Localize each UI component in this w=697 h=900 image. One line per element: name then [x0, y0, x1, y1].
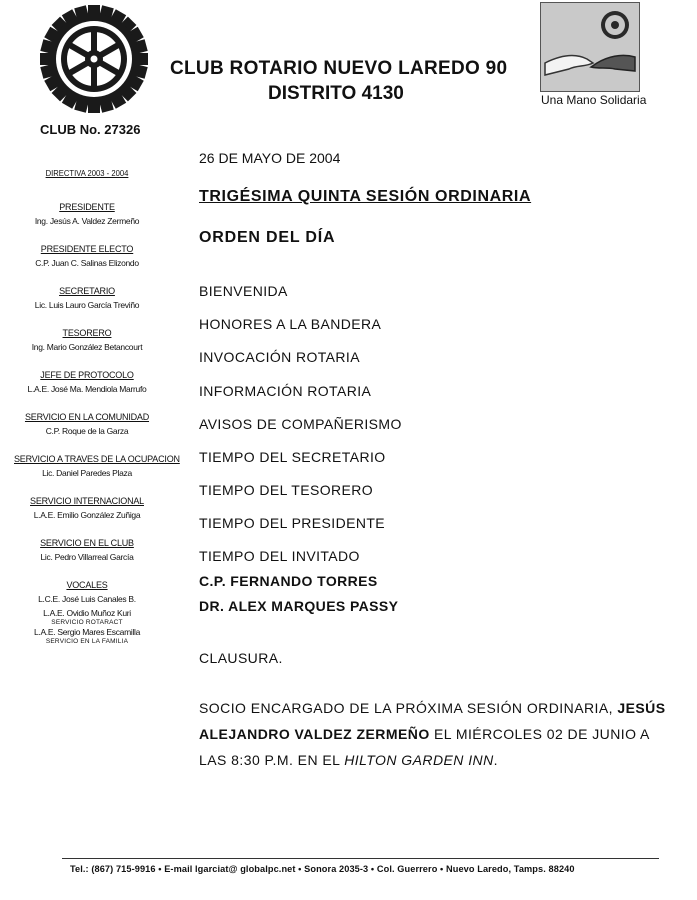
board-role: VOCALES [66, 580, 108, 590]
agenda-item: TIEMPO DEL SECRETARIO [199, 449, 386, 465]
next-session-paragraph [199, 695, 674, 773]
board-member-note: SERVICIO ROTARACT [51, 619, 123, 626]
board-member [14, 202, 160, 226]
board-member-name: L.A.E. Ovidio Muñoz Kuri [43, 608, 131, 618]
next-session-member: JESÚS ALEJANDRO VALDEZ ZERMEÑO [199, 700, 666, 742]
board-member [14, 496, 160, 520]
board-member-name: Lic. Pedro Villarreal García [40, 552, 134, 562]
agenda-item: TIEMPO DEL PRESIDENTE [199, 515, 386, 531]
club-name-heading: CLUB ROTARIO NUEVO LAREDO 90 [170, 58, 508, 79]
agenda-item: AVISOS DE COMPAÑERISMO [199, 416, 402, 432]
board-member-name: Lic. Luis Lauro García Treviño [34, 300, 140, 310]
board-member [14, 244, 160, 268]
rotary-wheel-logo [40, 5, 148, 113]
board-member [14, 538, 160, 562]
board-member [14, 370, 160, 394]
board-member-note: SERVICIO EN LA FAMILIA [45, 638, 129, 645]
board-member-name: C.P. Juan C. Salinas Elizondo [35, 258, 139, 268]
board-heading: DIRECTIVA 2003 - 2004 [45, 168, 129, 178]
guest-name: C.P. FERNANDO TORRES [199, 573, 378, 589]
board-role: JEFE DE PROTOCOLO [40, 370, 134, 380]
session-title: TRIGÉSIMA QUINTA SESIÓN ORDINARIA [199, 188, 532, 205]
next-session-venue: HILTON GARDEN INN [344, 752, 494, 768]
board-role: SERVICIO EN EL CLUB [40, 538, 134, 548]
board-member-name: Ing. Mario González Betancourt [31, 342, 143, 352]
helping-hands-image [540, 2, 640, 92]
board-member-name: L.C.E. José Luis Canales B. [38, 594, 136, 604]
next-session-text: SOCIO ENCARGADO DE LA PRÓXIMA SESIÓN ORDINARIA, [199, 700, 618, 716]
board-role: SERVICIO INTERNACIONAL [30, 496, 144, 506]
board-member-name: L.A.E. Emilio González Zuñiga [33, 510, 141, 520]
board-member-name: Lic. Daniel Paredes Plaza [42, 468, 132, 478]
board-member-name: L.A.E. Sergio Mares Escamilla [33, 627, 141, 637]
agenda-item: INFORMACIÓN ROTARIA [199, 383, 372, 399]
club-number: CLUB No. 27326 [40, 122, 141, 137]
board-member [14, 286, 160, 310]
next-session-text: EL MIÉRCOLES 02 DE JUNIO A LAS 8:30 P.M. EN EL [199, 726, 650, 768]
board-role: SERVICIO A TRAVES DE LA OCUPACION [14, 454, 180, 464]
board-member [14, 328, 160, 352]
board-role: SECRETARIO [59, 286, 115, 296]
agenda-item: INVOCACIÓN ROTARIA [199, 349, 360, 365]
footer-divider [62, 858, 659, 859]
board-member [14, 412, 160, 436]
helping-hands-icon [541, 3, 639, 91]
solidarity-caption: Una Mano Solidaria [541, 93, 647, 107]
guest-name: DR. ALEX MARQUES PASSY [199, 598, 399, 614]
board-member-name: L.A.E. José Ma. Mendiola Marrufo [27, 384, 147, 394]
agenda-title: ORDEN DEL DÍA [199, 229, 336, 246]
agenda-item: HONORES A LA BANDERA [199, 316, 382, 332]
board-directory-sidebar [14, 168, 180, 645]
board-member-name: Ing. Jesús A. Valdez Zermeño [34, 216, 140, 226]
next-session-text: . [493, 752, 499, 768]
agenda-item: TIEMPO DEL INVITADO [199, 548, 360, 564]
closing-item: CLAUSURA. [199, 650, 283, 666]
district-heading: DISTRITO 4130 [268, 83, 404, 104]
board-role: TESORERO [62, 328, 112, 338]
footer-contact: Tel.: (867) 715-9916 • E-mail lgarciat@ globalpc.net • Sonora 2035-3 • Col. Guerrero • Nuevo Laredo, Tamps. 88240 [70, 864, 575, 874]
board-role: PRESIDENTE [59, 202, 115, 212]
board-role: PRESIDENTE ELECTO [40, 244, 134, 254]
board-role: SERVICIO EN LA COMUNIDAD [24, 412, 150, 422]
agenda-item: BIENVENIDA [199, 283, 288, 299]
board-vocales [14, 580, 160, 645]
document-date: 26 DE MAYO DE 2004 [199, 150, 341, 166]
board-member [14, 454, 180, 478]
agenda-item: TIEMPO DEL TESORERO [199, 482, 374, 498]
board-member-name: C.P. Roque de la Garza [45, 426, 129, 436]
